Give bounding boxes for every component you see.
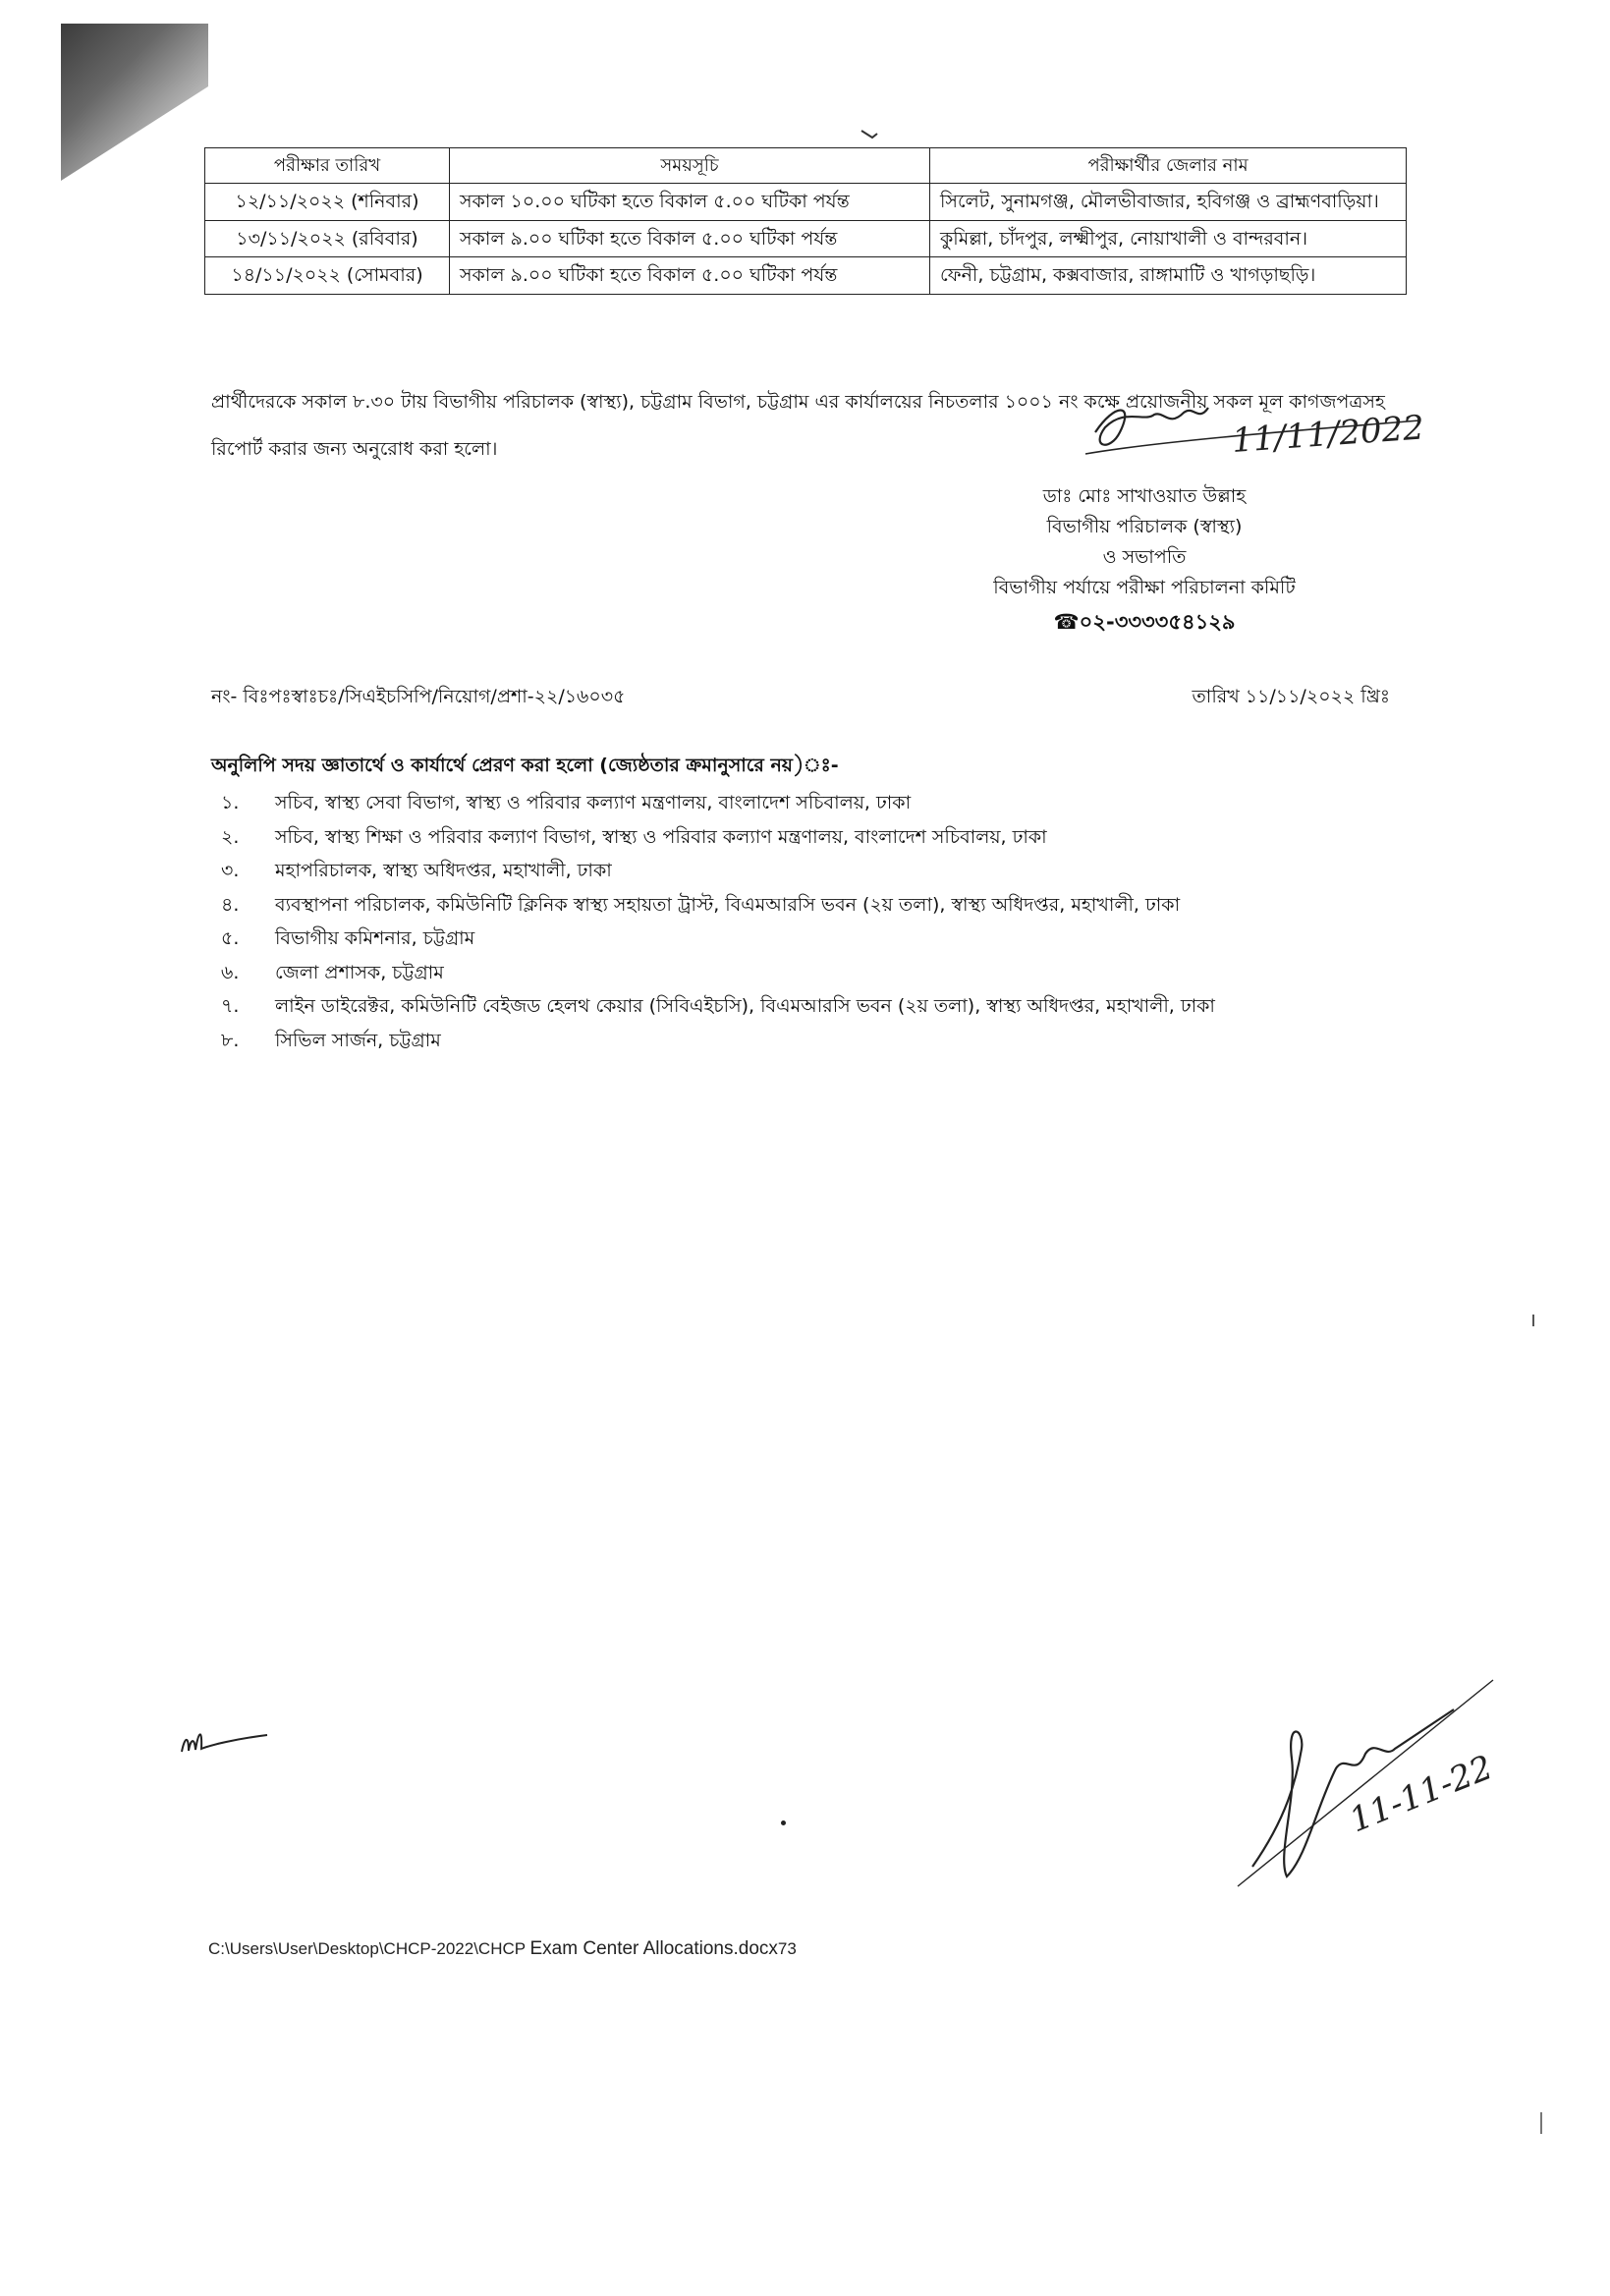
list-number: ৫.	[221, 927, 240, 949]
scan-corner-shadow	[61, 24, 208, 181]
file-path	[208, 1938, 797, 1960]
list-number: ৮.	[221, 1029, 240, 1051]
copies-list	[211, 786, 1419, 1057]
file-path-suffix: 73	[777, 1939, 797, 1958]
handwritten-signature-footer	[1218, 1660, 1513, 1906]
phone-number: ☎০২-৩৩৩৩৫৪১২৯	[1053, 610, 1236, 634]
list-text: ব্যবস্থাপনা পরিচালক, কমিউনিটি ক্লিনিক স্বাস্থ্য সহায়তা ট্রাস্ট, বিএমআরসি ভবন (২য় তলা), স্বাস্থ্য অধিদপ্তর, মহাখালী, ঢাকা	[275, 893, 1181, 916]
list-text: মহাপরিচালক, স্বাস্থ্য অধিদপ্তর, মহাখালী, ঢাকা	[275, 860, 612, 881]
list-number: ৭.	[221, 995, 240, 1017]
list-text: জেলা প্রশাসক, চট্টগ্রাম	[275, 961, 444, 983]
list-number: ২.	[221, 825, 240, 848]
file-path-name: Exam Center Allocations.docx	[529, 1938, 778, 1959]
districts-cell: কুমিল্লা, চাঁদপুর, লক্ষ্মীপুর, নোয়াখালী ও বান্দরবান।	[930, 220, 1407, 257]
list-number: ৬.	[221, 961, 240, 983]
header-schedule: সময়সূচি	[450, 148, 930, 184]
initials-signature	[177, 1717, 275, 1766]
exam-date-cell: ১৩/১১/২০২২ (রবিবার)	[205, 220, 450, 257]
table-row	[205, 184, 1407, 221]
list-text: বিভাগীয় কমিশনার, চট্টগ্রাম	[275, 927, 475, 949]
districts-cell: ফেনী, চট্টগ্রাম, কক্সবাজার, রাঙ্গামাটি ও খাগড়াছড়ি।	[930, 257, 1407, 295]
footer-signature-date: 11-11-22	[1344, 1748, 1499, 1841]
list-text: সচিব, স্বাস্থ্য শিক্ষা ও পরিবার কল্যাণ বিভাগ, স্বাস্থ্য ও পরিবার কল্যাণ মন্ত্রণালয়, বাংলাদেশ সচিবালয়, ঢাকা	[275, 825, 1047, 848]
signatory-name: ডাঃ মোঃ সাখাওয়াত উল্লাহ	[1042, 485, 1247, 507]
table-header-row	[205, 148, 1407, 184]
list-item	[211, 1024, 1419, 1058]
copies-heading: অনুলিপি সদয় জ্ঞাতার্থে ও কার্যার্থে প্রেরণ করা হলো (জ্যেষ্ঠতার ক্রমানুসারে নয়)ঃ-	[211, 755, 839, 776]
handwritten-signature	[1076, 393, 1429, 481]
exam-date-cell: ১৪/১১/২০২২ (সোমবার)	[205, 257, 450, 295]
time-cell: সকাল ১০.০০ ঘটিকা হতে বিকাল ৫.০০ ঘটিকা পর্যন্ত	[450, 184, 930, 221]
signatory-role: ও সভাপতি	[1102, 546, 1187, 568]
file-path-prefix: C:\Users\User\Desktop\CHCP-2022\CHCP	[208, 1939, 530, 1958]
exam-schedule-table	[204, 147, 1407, 295]
list-text: লাইন ডাইরেক্টর, কমিউনিটি বেইজড হেলথ কেয়ার (সিবিএইচসি), বিএমআরসি ভবন (২য় তলা), স্বাস্থ্য অধিদপ্তর, মহাখালী, ঢাকা	[275, 995, 1215, 1017]
list-item	[211, 854, 1419, 888]
signature-date: 11/11/2022	[1230, 408, 1426, 461]
list-number: ৪.	[221, 893, 240, 916]
header-exam-date: পরীক্ষার তারিখ	[205, 148, 450, 184]
scan-artifact	[781, 1820, 786, 1825]
exam-date-cell: ১২/১১/২০২২ (শনিবার)	[205, 184, 450, 221]
header-district-names: পরীক্ষার্থীর জেলার নাম	[930, 148, 1407, 184]
list-text: সচিব, স্বাস্থ্য সেবা বিভাগ, স্বাস্থ্য ও পরিবার কল্যাণ মন্ত্রণালয়, বাংলাদেশ সচিবালয়, ঢাকা	[275, 792, 912, 813]
pen-mark-icon	[861, 128, 878, 141]
memo-date: তারিখ ১১/১১/২০২২ খ্রিঃ	[1192, 686, 1390, 707]
table-row	[205, 220, 1407, 257]
time-cell: সকাল ৯.০০ ঘটিকা হতে বিকাল ৫.০০ ঘটিকা পর্যন্ত	[450, 257, 930, 295]
memo-number: নং- বিঃপঃস্বাঃচঃ/সিএইচসিপি/নিয়োগ/প্রশা-২২/১৬০৩৫	[211, 686, 626, 707]
scan-artifact	[1532, 1315, 1534, 1326]
list-item	[211, 820, 1419, 855]
time-cell: সকাল ৯.০০ ঘটিকা হতে বিকাল ৫.০০ ঘটিকা পর্যন্ত	[450, 220, 930, 257]
districts-cell: সিলেট, সুনামগঞ্জ, মৌলভীবাজার, হবিগঞ্জ ও ব্রাহ্মণবাড়িয়া।	[930, 184, 1407, 221]
reporting-instruction: প্রার্থীদেরকে সকাল ৮.৩০ টায় বিভাগীয় পরিচালক (স্বাস্থ্য), চট্টগ্রাম বিভাগ, চট্টগ্রাম এর কার্যালয়ের নিচতলার ১০০১ নং কক্ষে প্রয়োজনীয় সকল মূল কাগজপত্রসহ রিপোর্ট করার জন্য অনুরোধ করা হলো।	[211, 391, 1385, 460]
list-item	[211, 989, 1419, 1024]
list-number: ৩.	[221, 860, 240, 881]
list-text: সিভিল সার্জন, চট্টগ্রাম	[275, 1029, 441, 1051]
list-item	[211, 922, 1419, 956]
signatory-designation: বিভাগীয় পরিচালক (স্বাস্থ্য)	[1046, 516, 1243, 537]
list-item	[211, 786, 1419, 820]
scan-artifact	[1540, 2112, 1542, 2134]
list-number: ১.	[221, 792, 240, 813]
list-item	[211, 956, 1419, 990]
table-row	[205, 257, 1407, 295]
list-item	[211, 888, 1419, 923]
signatory-block	[923, 481, 1365, 638]
committee-name: বিভাগীয় পর্যায়ে পরীক্ষা পরিচালনা কমিটি	[993, 577, 1296, 598]
